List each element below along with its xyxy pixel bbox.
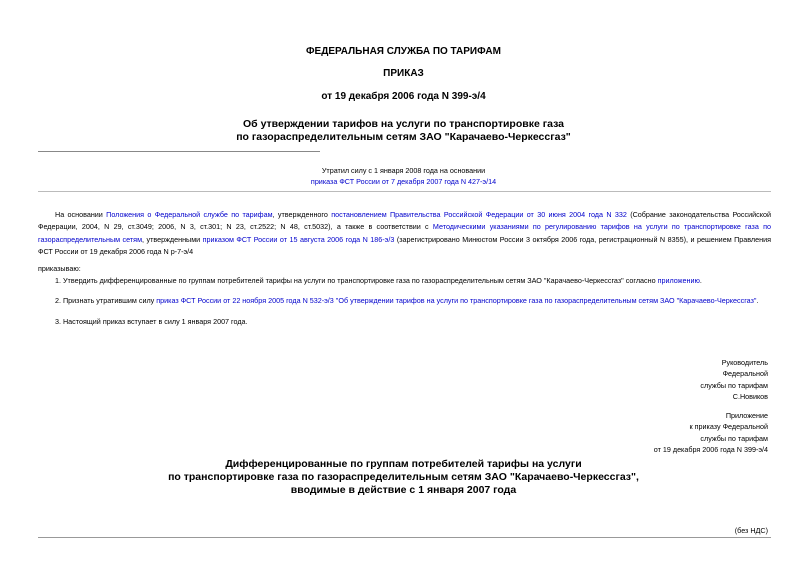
regulation-link[interactable]: Положения о Федеральной службе по тарифам — [106, 210, 273, 219]
short-divider — [38, 151, 320, 152]
appendix-title-line1: Дифференцированные по группам потребителей тарифы на услуги — [225, 458, 582, 470]
repealed-order-link[interactable]: приказ ФСТ России от 22 ноября 2005 года N 532-э/3 — [156, 296, 334, 305]
signature-line-3: службы по тарифам — [700, 380, 768, 390]
item-1-end: . — [699, 276, 702, 285]
signature-line-1: Руководитель — [721, 358, 768, 367]
preamble-text-4: , утвержденными — [142, 234, 203, 244]
doc-date-number: от 19 декабря 2006 года N 399-э/4 — [321, 91, 486, 102]
signature-name: С.Новиков — [732, 392, 768, 402]
appendix-title-line2: по транспортировке газа по газораспределительным сетям ЗАО "Карачаево-Черкессгаз", — [168, 471, 639, 483]
org-name: ФЕДЕРАЛЬНАЯ СЛУЖБА ПО ТАРИФАМ — [306, 46, 501, 57]
preamble-text-5: (зарегистрировано Минюстом России 3 октября 2006 года, регистрационный N 8355), и решением Правления ФСТ России от 19 декабря 2006 года N р-7-э/4 — [38, 234, 771, 257]
doc-title-line2: по газораспределительным сетям ЗАО "Карачаево-Черкессгаз" — [236, 131, 571, 143]
item-3: 3. Настоящий приказ вступает в силу 1 января 2007 года. — [55, 317, 248, 326]
preamble-paragraph — [38, 209, 771, 259]
guidelines-link[interactable]: Методическими указаниями по регулированию тарифов на услуги по транспортировке газа по газораспределительным сетям — [38, 222, 771, 244]
appendix-line-4: от 19 декабря 2006 года N 399-э/4 — [653, 445, 768, 455]
note-divider — [38, 191, 771, 192]
appendix-line-3: службы по тарифам — [700, 433, 768, 443]
item-2-text: 2. Признать утратившим силу — [55, 296, 157, 305]
item-1-text: 1. Утвердить дифференцированные по группам потребителей тарифы на услуги по транспортировке газа по газораспределительным сетям ЗАО "Карачаево-Черкессгаз" согласно — [55, 276, 658, 285]
item-2-end: . — [756, 296, 759, 305]
appendix-block — [654, 410, 768, 456]
preamble-text-3: (Собрание законодательства Российской Федерации, 2004, N 29, ст.3049; 2006, N 3, ст.301; N 23, ст.2522; N 48, ст.5032), а также в соответствии с — [38, 210, 771, 232]
repeal-note-text: Утратил силу с 1 января 2008 года на основании — [321, 166, 486, 175]
appendix-link[interactable]: приложению — [657, 276, 700, 285]
item-2 — [38, 295, 771, 307]
fst-order-186-link[interactable]: приказом ФСТ России от 15 августа 2006 года N 186-э/3 — [202, 234, 395, 244]
repeal-note-link-wrap — [0, 176, 807, 188]
appendix-line-2: к приказу Федеральной — [689, 422, 768, 432]
signature-block — [700, 357, 768, 403]
doc-title-line1: Об утверждении тарифов на услуги по транспортировке газа — [243, 118, 564, 130]
signature-line-2: Федеральной — [722, 369, 768, 379]
appendix-line-1: Приложение — [725, 411, 768, 420]
order-word: приказываю: — [38, 264, 81, 273]
doc-type: ПРИКАЗ — [383, 68, 424, 79]
appendix-title-line3: вводимые в действие с 1 января 2007 года — [290, 484, 517, 496]
repeal-note-link[interactable]: приказа ФСТ России от 7 декабря 2007 года N 427-э/14 — [310, 177, 497, 186]
item-1 — [38, 275, 771, 287]
preamble-text-1: На основании — [55, 210, 107, 219]
preamble-text-2: , утвержденного — [272, 210, 332, 219]
government-decree-link[interactable]: постановлением Правительства Российской Федерации от 30 июня 2004 года N 332 — [331, 210, 627, 219]
table-top-line — [38, 537, 771, 538]
repealed-order-title-link[interactable]: "Об утверждении тарифов на услуги по транспортировке газа по газораспределительным сетям ЗАО "Карачаево-Черкессгаз" — [333, 296, 757, 305]
vat-note: (без НДС) — [734, 526, 768, 535]
